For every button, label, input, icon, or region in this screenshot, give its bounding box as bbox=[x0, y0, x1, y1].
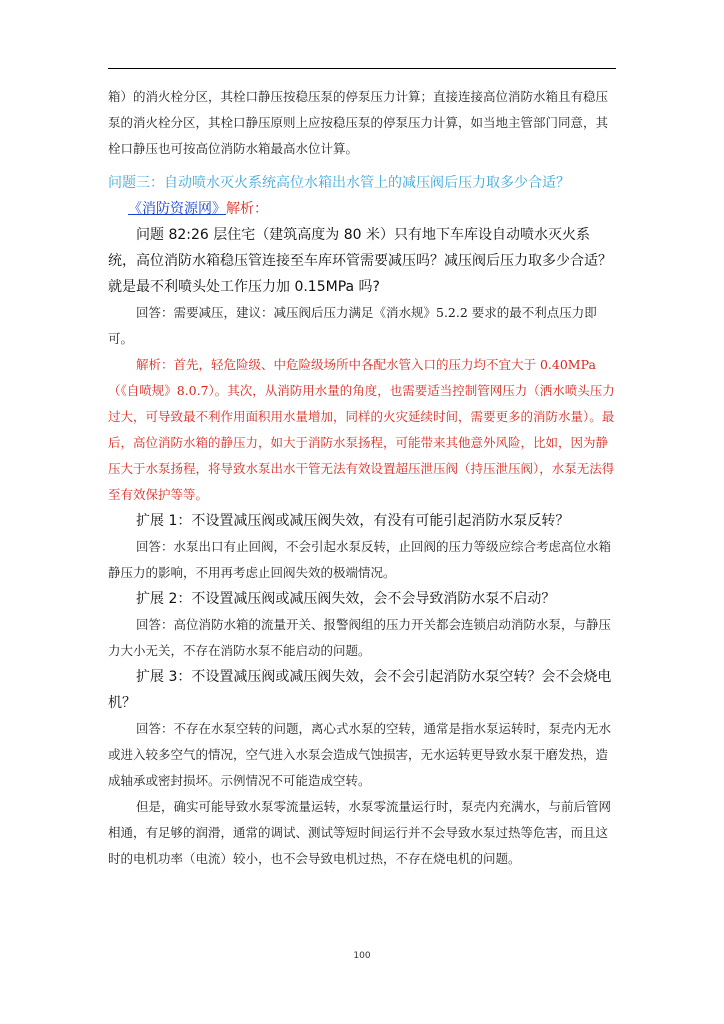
page-number: 100 bbox=[353, 951, 371, 961]
source-link[interactable]: 《消防资源网》 bbox=[128, 201, 226, 217]
question-three-heading: 问题三：自动喷水灭火系统高位水箱出水管上的减压阀后压力取多少合适？ bbox=[108, 175, 570, 191]
intro-paragraph: 箱）的消火栓分区，其栓口静压按稳压泵的停泵压力计算；直接连接高位消防水箱且有稳压泵的消火栓分区，其栓口静压原则上应按稳压泵的停泵压力计算，如当地主管部门同意，其栓口静压也可按高位消防水箱最高水位计算。 bbox=[108, 89, 609, 156]
analysis-paragraph: 解析：首先，轻危险级、中危险级场所中各配水管入口的压力均不宜大于 0.40MPa（《自喷规》8.0.7）。其次，从消防用水量的角度，也需要适当控制管网压力（洒水喷头压力过大，可导致最不利作用面积用水量增加，同样的火灾延续时间，需要更多的消防水量）。最后，高位消防水箱的静压力，如大于消防水泵扬程，可能带来其他意外风险，比如，因为静压大于水泵扬程，将导致水泵出水干管无法有效设置超压泄压阀（持压泄压阀），水泵无法得至有效保护等等。 bbox=[108, 357, 615, 502]
source-line bbox=[128, 196, 616, 222]
source-analysis-label: 解析： bbox=[226, 201, 268, 217]
extension-1-answer: 回答：水泵出口有止回阀，不会引起水泵反转，止回阀的压力等级应综合考虑高位水箱静压力的影响，不用再考虑止回阀失效的极端情况。 bbox=[108, 539, 612, 580]
extension-3-answer: 回答：不存在水泵空转的问题，离心式水泵的空转，通常是指水泵运转时，泵壳内无水或进入较多空气的情况，空气进入水泵会造成气蚀损害，无水运转更导致水泵干磨发热，造成轴承或密封损坏。示例情况不可能造成空转。 bbox=[108, 721, 612, 788]
answer-paragraph: 回答：需要减压，建议：减压阀后压力满足《消水规》5.2.2 要求的最不利点压力即可。 bbox=[108, 305, 597, 346]
question-82: 问题 82:26 层住宅（建筑高度为 80 米）只有地下车库设自动喷水灭火系统，高位消防水箱稳压管连接至车库环管需要减压吗？减压阀后压力取多少合适？就是最不利喷头处工作压力加 0.15MPa 吗? bbox=[108, 227, 612, 295]
extension-3-question: 扩展 3：不设置减压阀或减压阀失效，会不会引起消防水泵空转？会不会烧电机？ bbox=[108, 669, 612, 711]
extension-2-answer: 回答：高位消防水箱的流量开关、报警阀组的压力开关都会连锁启动消防水泵，与静压力大小无关，不存在消防水泵不能启动的问题。 bbox=[108, 617, 612, 658]
extension-1-question: 扩展 1：不设置减压阀或减压阀失效，有没有可能引起消防水泵反转？ bbox=[136, 513, 570, 529]
header-rule bbox=[108, 68, 616, 69]
page-body bbox=[108, 84, 616, 872]
extension-2-question: 扩展 2：不设置减压阀或减压阀失效，会不会导致消防水泵不启动？ bbox=[136, 591, 556, 607]
extension-3-followup: 但是，确实可能导致水泵零流量运转，水泵零流量运行时，泵壳内充满水，与前后管网相通，有足够的润滑，通常的调试、测试等短时间运行并不会导致水泵过热等危害，而且这时的电机功率（电流）较小，也不会导致电机过热，不存在烧电机的问题。 bbox=[108, 799, 612, 866]
